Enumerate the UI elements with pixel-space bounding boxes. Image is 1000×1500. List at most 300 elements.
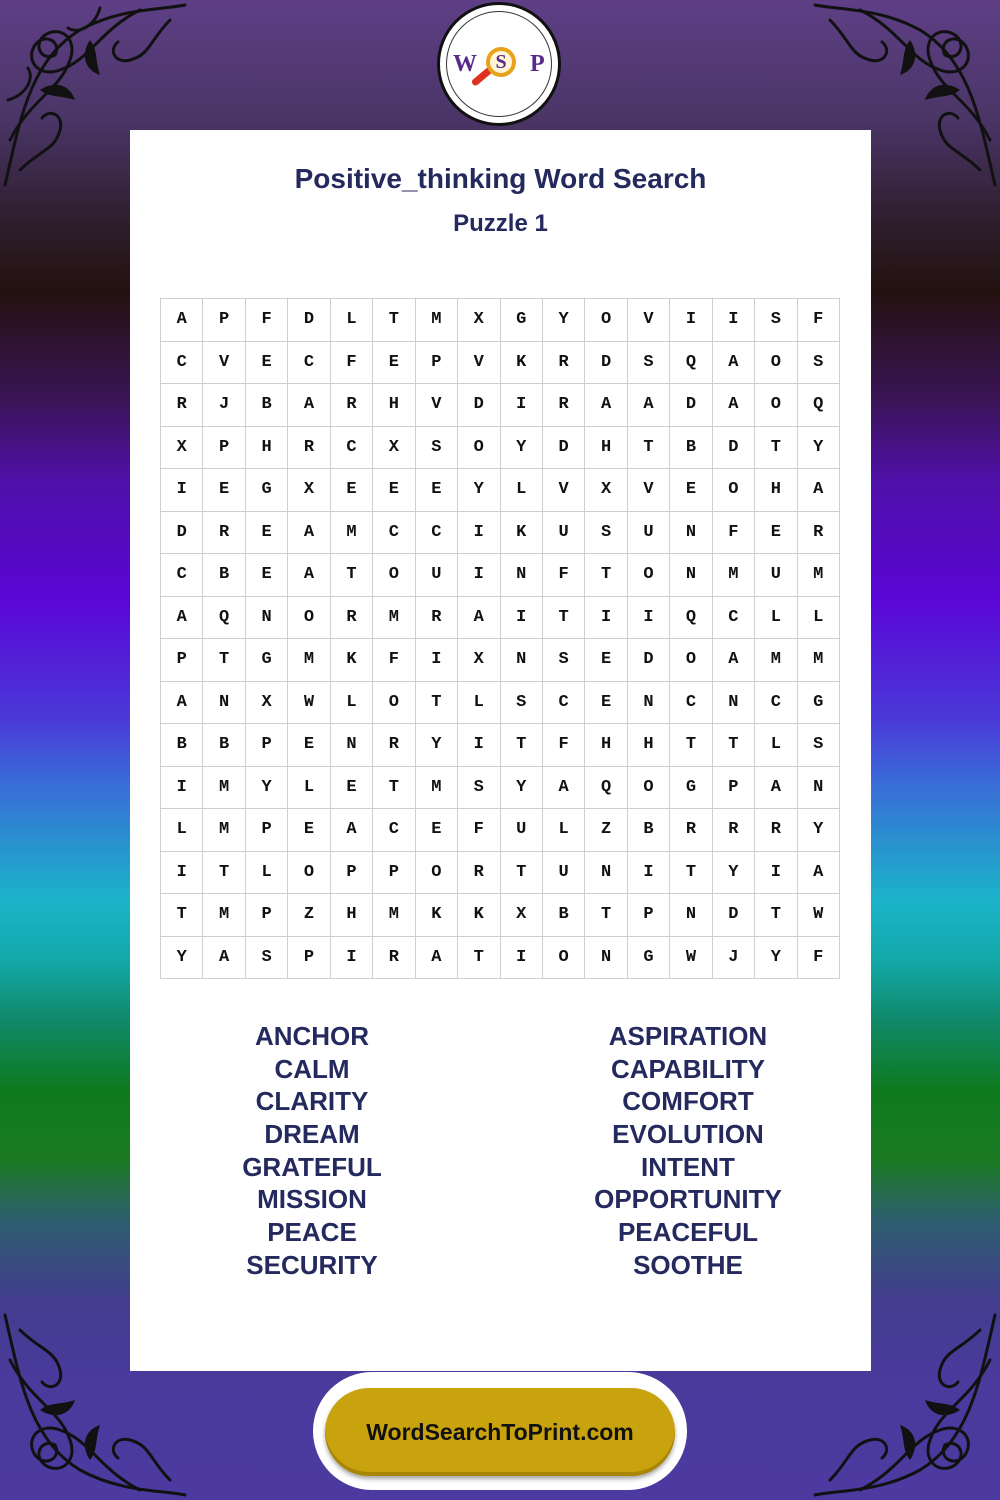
- grid-cell[interactable]: W: [670, 936, 712, 979]
- grid-row: [161, 341, 840, 384]
- grid-cell[interactable]: P: [288, 936, 330, 979]
- grid-cell[interactable]: I: [415, 639, 457, 682]
- grid-cell[interactable]: A: [712, 384, 754, 427]
- logo-letter-s: S: [495, 51, 507, 73]
- grid-cell[interactable]: R: [203, 511, 245, 554]
- grid-cell[interactable]: C: [415, 511, 457, 554]
- grid-cell[interactable]: C: [712, 596, 754, 639]
- grid-cell[interactable]: X: [288, 469, 330, 512]
- grid-cell[interactable]: O: [712, 469, 754, 512]
- grid-cell[interactable]: N: [627, 681, 669, 724]
- grid-row: [161, 384, 840, 427]
- grid-cell[interactable]: I: [161, 469, 203, 512]
- grid-cell[interactable]: E: [203, 469, 245, 512]
- grid-cell[interactable]: Y: [797, 426, 839, 469]
- grid-cell[interactable]: E: [245, 511, 287, 554]
- grid-cell[interactable]: P: [245, 724, 287, 767]
- grid-cell[interactable]: Z: [288, 894, 330, 937]
- grid-cell[interactable]: P: [245, 894, 287, 937]
- grid-cell[interactable]: L: [755, 724, 797, 767]
- grid-row: [161, 639, 840, 682]
- grid-cell[interactable]: S: [797, 724, 839, 767]
- grid-cell[interactable]: F: [458, 809, 500, 852]
- grid-cell[interactable]: U: [755, 554, 797, 597]
- word-list-left: [182, 1020, 442, 1282]
- grid-cell[interactable]: D: [712, 894, 754, 937]
- grid-cell[interactable]: L: [542, 809, 584, 852]
- grid-cell[interactable]: C: [373, 511, 415, 554]
- grid-cell[interactable]: I: [458, 511, 500, 554]
- grid-cell[interactable]: T: [203, 851, 245, 894]
- grid-row: [161, 554, 840, 597]
- word-list-item: SECURITY: [246, 1249, 378, 1280]
- grid-cell[interactable]: J: [712, 936, 754, 979]
- grid-cell[interactable]: A: [542, 766, 584, 809]
- grid-cell[interactable]: E: [288, 809, 330, 852]
- grid-cell[interactable]: C: [542, 681, 584, 724]
- grid-cell[interactable]: T: [203, 639, 245, 682]
- grid-cell[interactable]: Q: [203, 596, 245, 639]
- grid-cell[interactable]: Q: [585, 766, 627, 809]
- grid-cell[interactable]: U: [542, 851, 584, 894]
- grid-cell[interactable]: E: [670, 469, 712, 512]
- grid-cell[interactable]: R: [542, 384, 584, 427]
- grid-cell[interactable]: O: [288, 596, 330, 639]
- grid-cell[interactable]: D: [161, 511, 203, 554]
- grid-cell[interactable]: O: [373, 681, 415, 724]
- grid-row: [161, 299, 840, 342]
- grid-cell[interactable]: D: [627, 639, 669, 682]
- grid-cell[interactable]: D: [288, 299, 330, 342]
- grid-cell[interactable]: O: [755, 341, 797, 384]
- grid-cell[interactable]: N: [712, 681, 754, 724]
- grid-cell[interactable]: P: [203, 299, 245, 342]
- grid-cell[interactable]: M: [203, 894, 245, 937]
- grid-cell[interactable]: T: [627, 426, 669, 469]
- word-list-right: [558, 1020, 818, 1282]
- grid-cell[interactable]: L: [245, 851, 287, 894]
- grid-cell[interactable]: F: [245, 299, 287, 342]
- grid-cell[interactable]: R: [161, 384, 203, 427]
- grid-cell[interactable]: T: [670, 724, 712, 767]
- grid-cell[interactable]: K: [415, 894, 457, 937]
- grid-cell[interactable]: A: [288, 511, 330, 554]
- grid-cell[interactable]: F: [712, 511, 754, 554]
- grid-cell[interactable]: A: [755, 766, 797, 809]
- grid-cell[interactable]: M: [203, 766, 245, 809]
- word-list-item: EVOLUTION: [612, 1119, 764, 1150]
- word-list-item: DREAM: [264, 1119, 360, 1150]
- grid-cell[interactable]: Y: [797, 809, 839, 852]
- grid-cell[interactable]: B: [203, 724, 245, 767]
- grid-cell[interactable]: B: [203, 554, 245, 597]
- grid-cell[interactable]: T: [500, 851, 542, 894]
- grid-cell[interactable]: I: [458, 724, 500, 767]
- logo-letter-p: P: [530, 51, 545, 77]
- grid-cell[interactable]: P: [415, 341, 457, 384]
- grid-cell[interactable]: X: [585, 469, 627, 512]
- grid-cell[interactable]: I: [330, 936, 372, 979]
- grid-cell[interactable]: N: [670, 511, 712, 554]
- grid-cell[interactable]: I: [670, 299, 712, 342]
- grid-cell[interactable]: P: [203, 426, 245, 469]
- logo-letter-w: W: [453, 51, 477, 77]
- grid-cell[interactable]: M: [712, 554, 754, 597]
- grid-cell[interactable]: A: [415, 936, 457, 979]
- grid-cell[interactable]: E: [245, 341, 287, 384]
- grid-row: [161, 809, 840, 852]
- grid-cell[interactable]: L: [161, 809, 203, 852]
- grid-cell[interactable]: N: [585, 936, 627, 979]
- grid-cell[interactable]: Y: [542, 299, 584, 342]
- grid-cell[interactable]: A: [458, 596, 500, 639]
- grid-cell[interactable]: I: [627, 851, 669, 894]
- grid-cell[interactable]: E: [415, 469, 457, 512]
- grid-cell[interactable]: K: [500, 341, 542, 384]
- grid-cell[interactable]: V: [542, 469, 584, 512]
- grid-cell[interactable]: T: [330, 554, 372, 597]
- grid-cell[interactable]: E: [755, 511, 797, 554]
- grid-row: [161, 894, 840, 937]
- grid-cell[interactable]: N: [585, 851, 627, 894]
- grid-cell[interactable]: C: [670, 681, 712, 724]
- grid-cell[interactable]: T: [670, 851, 712, 894]
- grid-cell[interactable]: Q: [670, 596, 712, 639]
- grid-cell[interactable]: W: [797, 894, 839, 937]
- grid-cell[interactable]: L: [500, 469, 542, 512]
- grid-row: [161, 511, 840, 554]
- grid-cell[interactable]: A: [797, 469, 839, 512]
- grid-cell[interactable]: M: [415, 299, 457, 342]
- grid-cell[interactable]: T: [755, 894, 797, 937]
- grid-cell[interactable]: P: [627, 894, 669, 937]
- grid-cell[interactable]: H: [373, 384, 415, 427]
- page-title: Positive_thinking Word Search: [294, 163, 707, 194]
- grid-cell[interactable]: I: [755, 851, 797, 894]
- grid-cell[interactable]: U: [415, 554, 457, 597]
- grid-cell[interactable]: O: [585, 299, 627, 342]
- grid-cell[interactable]: A: [161, 299, 203, 342]
- grid-cell[interactable]: E: [415, 809, 457, 852]
- grid-cell[interactable]: I: [500, 596, 542, 639]
- word-list-item: SOOTHE: [633, 1249, 743, 1280]
- grid-cell[interactable]: F: [373, 639, 415, 682]
- grid-cell[interactable]: L: [797, 596, 839, 639]
- grid-cell[interactable]: E: [330, 766, 372, 809]
- grid-cell[interactable]: T: [755, 426, 797, 469]
- grid-cell[interactable]: D: [712, 426, 754, 469]
- grid-cell[interactable]: M: [373, 596, 415, 639]
- grid-cell[interactable]: N: [245, 596, 287, 639]
- grid-cell[interactable]: R: [797, 511, 839, 554]
- grid-cell[interactable]: V: [458, 341, 500, 384]
- grid-cell[interactable]: E: [288, 724, 330, 767]
- grid-cell[interactable]: F: [542, 724, 584, 767]
- grid-cell[interactable]: X: [373, 426, 415, 469]
- word-list-item: CAPABILITY: [610, 1053, 766, 1084]
- grid-cell[interactable]: A: [288, 384, 330, 427]
- grid-cell[interactable]: A: [161, 681, 203, 724]
- grid-cell[interactable]: V: [203, 341, 245, 384]
- grid-cell[interactable]: F: [797, 299, 839, 342]
- grid-cell[interactable]: T: [712, 724, 754, 767]
- grid-cell[interactable]: R: [288, 426, 330, 469]
- site-logo[interactable]: [437, 2, 561, 126]
- grid-cell[interactable]: O: [373, 554, 415, 597]
- grid-cell[interactable]: L: [330, 299, 372, 342]
- grid-cell[interactable]: E: [245, 554, 287, 597]
- grid-cell[interactable]: N: [500, 554, 542, 597]
- grid-cell[interactable]: R: [373, 724, 415, 767]
- grid-cell[interactable]: C: [161, 554, 203, 597]
- grid-cell[interactable]: R: [330, 384, 372, 427]
- grid-cell[interactable]: X: [161, 426, 203, 469]
- grid-cell[interactable]: S: [542, 639, 584, 682]
- grid-cell[interactable]: P: [161, 639, 203, 682]
- grid-cell[interactable]: I: [712, 299, 754, 342]
- grid-cell[interactable]: A: [161, 596, 203, 639]
- grid-cell[interactable]: L: [288, 766, 330, 809]
- grid-cell[interactable]: N: [670, 554, 712, 597]
- grid-row: [161, 596, 840, 639]
- grid-cell[interactable]: T: [373, 766, 415, 809]
- grid-cell[interactable]: L: [458, 681, 500, 724]
- grid-row: [161, 426, 840, 469]
- grid-cell[interactable]: O: [542, 936, 584, 979]
- grid-cell[interactable]: O: [288, 851, 330, 894]
- grid-cell[interactable]: G: [245, 469, 287, 512]
- grid-cell[interactable]: K: [500, 511, 542, 554]
- word-list-item: ASPIRATION: [608, 1021, 768, 1051]
- grid-cell[interactable]: M: [755, 639, 797, 682]
- grid-cell[interactable]: Y: [712, 851, 754, 894]
- grid-cell[interactable]: S: [245, 936, 287, 979]
- grid-cell[interactable]: M: [373, 894, 415, 937]
- grid-cell[interactable]: K: [330, 639, 372, 682]
- grid-cell[interactable]: Q: [670, 341, 712, 384]
- word-list-item: GRATEFUL: [242, 1151, 382, 1182]
- grid-cell[interactable]: Y: [500, 766, 542, 809]
- grid-cell[interactable]: O: [627, 766, 669, 809]
- grid-cell[interactable]: A: [585, 384, 627, 427]
- grid-cell[interactable]: C: [755, 681, 797, 724]
- grid-cell[interactable]: E: [585, 639, 627, 682]
- magnifier-icon: [486, 47, 516, 77]
- grid-cell[interactable]: C: [373, 809, 415, 852]
- grid-cell[interactable]: T: [585, 554, 627, 597]
- grid-cell[interactable]: I: [500, 936, 542, 979]
- grid-row: [161, 469, 840, 512]
- grid-cell[interactable]: K: [458, 894, 500, 937]
- grid-cell[interactable]: X: [458, 639, 500, 682]
- grid-cell[interactable]: A: [797, 851, 839, 894]
- grid-cell[interactable]: S: [500, 681, 542, 724]
- word-list-item: CLARITY: [255, 1086, 369, 1117]
- grid-cell[interactable]: R: [670, 809, 712, 852]
- grid-cell[interactable]: C: [330, 426, 372, 469]
- grid-cell[interactable]: Y: [415, 724, 457, 767]
- grid-cell[interactable]: I: [500, 384, 542, 427]
- grid-cell[interactable]: Q: [797, 384, 839, 427]
- grid-cell[interactable]: B: [542, 894, 584, 937]
- grid-cell[interactable]: A: [288, 554, 330, 597]
- grid-cell[interactable]: D: [670, 384, 712, 427]
- grid-cell[interactable]: S: [797, 341, 839, 384]
- grid-row: [161, 936, 840, 979]
- grid-cell[interactable]: E: [585, 681, 627, 724]
- grid-cell[interactable]: M: [330, 511, 372, 554]
- grid-cell[interactable]: M: [797, 639, 839, 682]
- grid-cell[interactable]: S: [627, 341, 669, 384]
- grid-cell[interactable]: C: [288, 341, 330, 384]
- grid-cell[interactable]: H: [585, 426, 627, 469]
- grid-cell[interactable]: T: [585, 894, 627, 937]
- grid-cell[interactable]: B: [670, 426, 712, 469]
- grid-cell[interactable]: X: [245, 681, 287, 724]
- grid-row: [161, 681, 840, 724]
- grid-cell[interactable]: R: [712, 809, 754, 852]
- grid-cell[interactable]: U: [500, 809, 542, 852]
- word-list-item: PEACEFUL: [617, 1217, 759, 1248]
- grid-cell[interactable]: D: [585, 341, 627, 384]
- grid-cell[interactable]: Y: [755, 936, 797, 979]
- grid-cell[interactable]: F: [542, 554, 584, 597]
- grid-cell[interactable]: H: [585, 724, 627, 767]
- grid-cell[interactable]: E: [330, 469, 372, 512]
- word-list-item: OPPORTUNITY: [594, 1184, 782, 1215]
- puzzle-card: [130, 130, 871, 1371]
- grid-cell[interactable]: R: [755, 809, 797, 852]
- grid-cell[interactable]: V: [415, 384, 457, 427]
- grid-cell[interactable]: M: [415, 766, 457, 809]
- word-list-item: PEACE: [267, 1217, 357, 1248]
- grid-cell[interactable]: I: [585, 596, 627, 639]
- word-list-item: MISSION: [257, 1184, 367, 1215]
- grid-cell[interactable]: S: [585, 511, 627, 554]
- word-list-item: INTENT: [641, 1151, 735, 1182]
- grid-cell[interactable]: V: [627, 469, 669, 512]
- grid-row: [161, 851, 840, 894]
- grid-cell[interactable]: T: [542, 596, 584, 639]
- grid-cell[interactable]: Y: [161, 936, 203, 979]
- grid-cell[interactable]: D: [458, 384, 500, 427]
- grid-cell[interactable]: T: [161, 894, 203, 937]
- grid-cell[interactable]: P: [245, 809, 287, 852]
- word-list-item: CALM: [274, 1053, 350, 1084]
- grid-cell[interactable]: X: [458, 299, 500, 342]
- grid-cell[interactable]: S: [755, 299, 797, 342]
- grid-cell[interactable]: R: [330, 596, 372, 639]
- grid-cell[interactable]: T: [500, 724, 542, 767]
- grid-cell[interactable]: I: [627, 596, 669, 639]
- grid-cell[interactable]: N: [500, 639, 542, 682]
- grid-cell[interactable]: N: [203, 681, 245, 724]
- grid-cell[interactable]: B: [245, 384, 287, 427]
- grid-row: [161, 766, 840, 809]
- grid-cell[interactable]: T: [415, 681, 457, 724]
- word-search-grid: [160, 298, 840, 979]
- grid-cell[interactable]: R: [373, 936, 415, 979]
- site-link-button[interactable]: WordSearchToPrint.com: [325, 1388, 675, 1476]
- grid-cell[interactable]: O: [670, 639, 712, 682]
- grid-cell[interactable]: J: [203, 384, 245, 427]
- grid-cell[interactable]: B: [161, 724, 203, 767]
- grid-cell[interactable]: E: [373, 469, 415, 512]
- grid-cell[interactable]: F: [330, 341, 372, 384]
- grid-cell[interactable]: L: [755, 596, 797, 639]
- grid-cell[interactable]: T: [373, 299, 415, 342]
- grid-cell[interactable]: W: [288, 681, 330, 724]
- grid-cell[interactable]: I: [161, 766, 203, 809]
- grid-cell[interactable]: M: [797, 554, 839, 597]
- grid-cell[interactable]: A: [712, 639, 754, 682]
- grid-cell[interactable]: B: [627, 809, 669, 852]
- grid-cell[interactable]: Y: [500, 426, 542, 469]
- grid-cell[interactable]: P: [373, 851, 415, 894]
- grid-cell[interactable]: Z: [585, 809, 627, 852]
- grid-row: [161, 724, 840, 767]
- word-list-item: ANCHOR: [254, 1021, 370, 1051]
- grid-cell[interactable]: G: [670, 766, 712, 809]
- grid-cell[interactable]: G: [797, 681, 839, 724]
- grid-cell[interactable]: N: [670, 894, 712, 937]
- word-list-item: COMFORT: [622, 1086, 754, 1117]
- grid-cell[interactable]: P: [330, 851, 372, 894]
- grid-cell[interactable]: Y: [458, 469, 500, 512]
- grid-cell[interactable]: I: [458, 554, 500, 597]
- grid-cell[interactable]: R: [415, 596, 457, 639]
- grid-cell[interactable]: T: [458, 936, 500, 979]
- grid-cell[interactable]: F: [797, 936, 839, 979]
- grid-cell[interactable]: V: [627, 299, 669, 342]
- grid-cell[interactable]: H: [627, 724, 669, 767]
- grid-cell[interactable]: A: [203, 936, 245, 979]
- grid-cell[interactable]: O: [415, 851, 457, 894]
- grid-cell[interactable]: U: [627, 511, 669, 554]
- grid-cell[interactable]: G: [500, 299, 542, 342]
- grid-cell[interactable]: A: [712, 341, 754, 384]
- grid-cell[interactable]: N: [330, 724, 372, 767]
- grid-cell[interactable]: M: [288, 639, 330, 682]
- grid-cell[interactable]: X: [500, 894, 542, 937]
- grid-cell[interactable]: D: [542, 426, 584, 469]
- grid-cell[interactable]: O: [458, 426, 500, 469]
- grid-cell[interactable]: M: [203, 809, 245, 852]
- grid-cell[interactable]: S: [415, 426, 457, 469]
- grid-cell[interactable]: P: [712, 766, 754, 809]
- grid-cell[interactable]: E: [373, 341, 415, 384]
- grid-cell[interactable]: I: [161, 851, 203, 894]
- grid-cell[interactable]: G: [627, 936, 669, 979]
- grid-cell[interactable]: S: [458, 766, 500, 809]
- grid-cell[interactable]: Y: [245, 766, 287, 809]
- grid-cell[interactable]: H: [330, 894, 372, 937]
- grid-cell[interactable]: G: [245, 639, 287, 682]
- puzzle-subtitle: Puzzle 1: [453, 210, 548, 237]
- grid-cell[interactable]: L: [330, 681, 372, 724]
- grid-cell[interactable]: O: [755, 384, 797, 427]
- grid-cell[interactable]: H: [755, 469, 797, 512]
- grid-cell[interactable]: U: [542, 511, 584, 554]
- grid-cell[interactable]: A: [627, 384, 669, 427]
- grid-cell[interactable]: R: [458, 851, 500, 894]
- grid-cell[interactable]: R: [542, 341, 584, 384]
- grid-cell[interactable]: C: [161, 341, 203, 384]
- grid-cell[interactable]: A: [330, 809, 372, 852]
- grid-cell[interactable]: O: [627, 554, 669, 597]
- grid-cell[interactable]: N: [797, 766, 839, 809]
- grid-cell[interactable]: H: [245, 426, 287, 469]
